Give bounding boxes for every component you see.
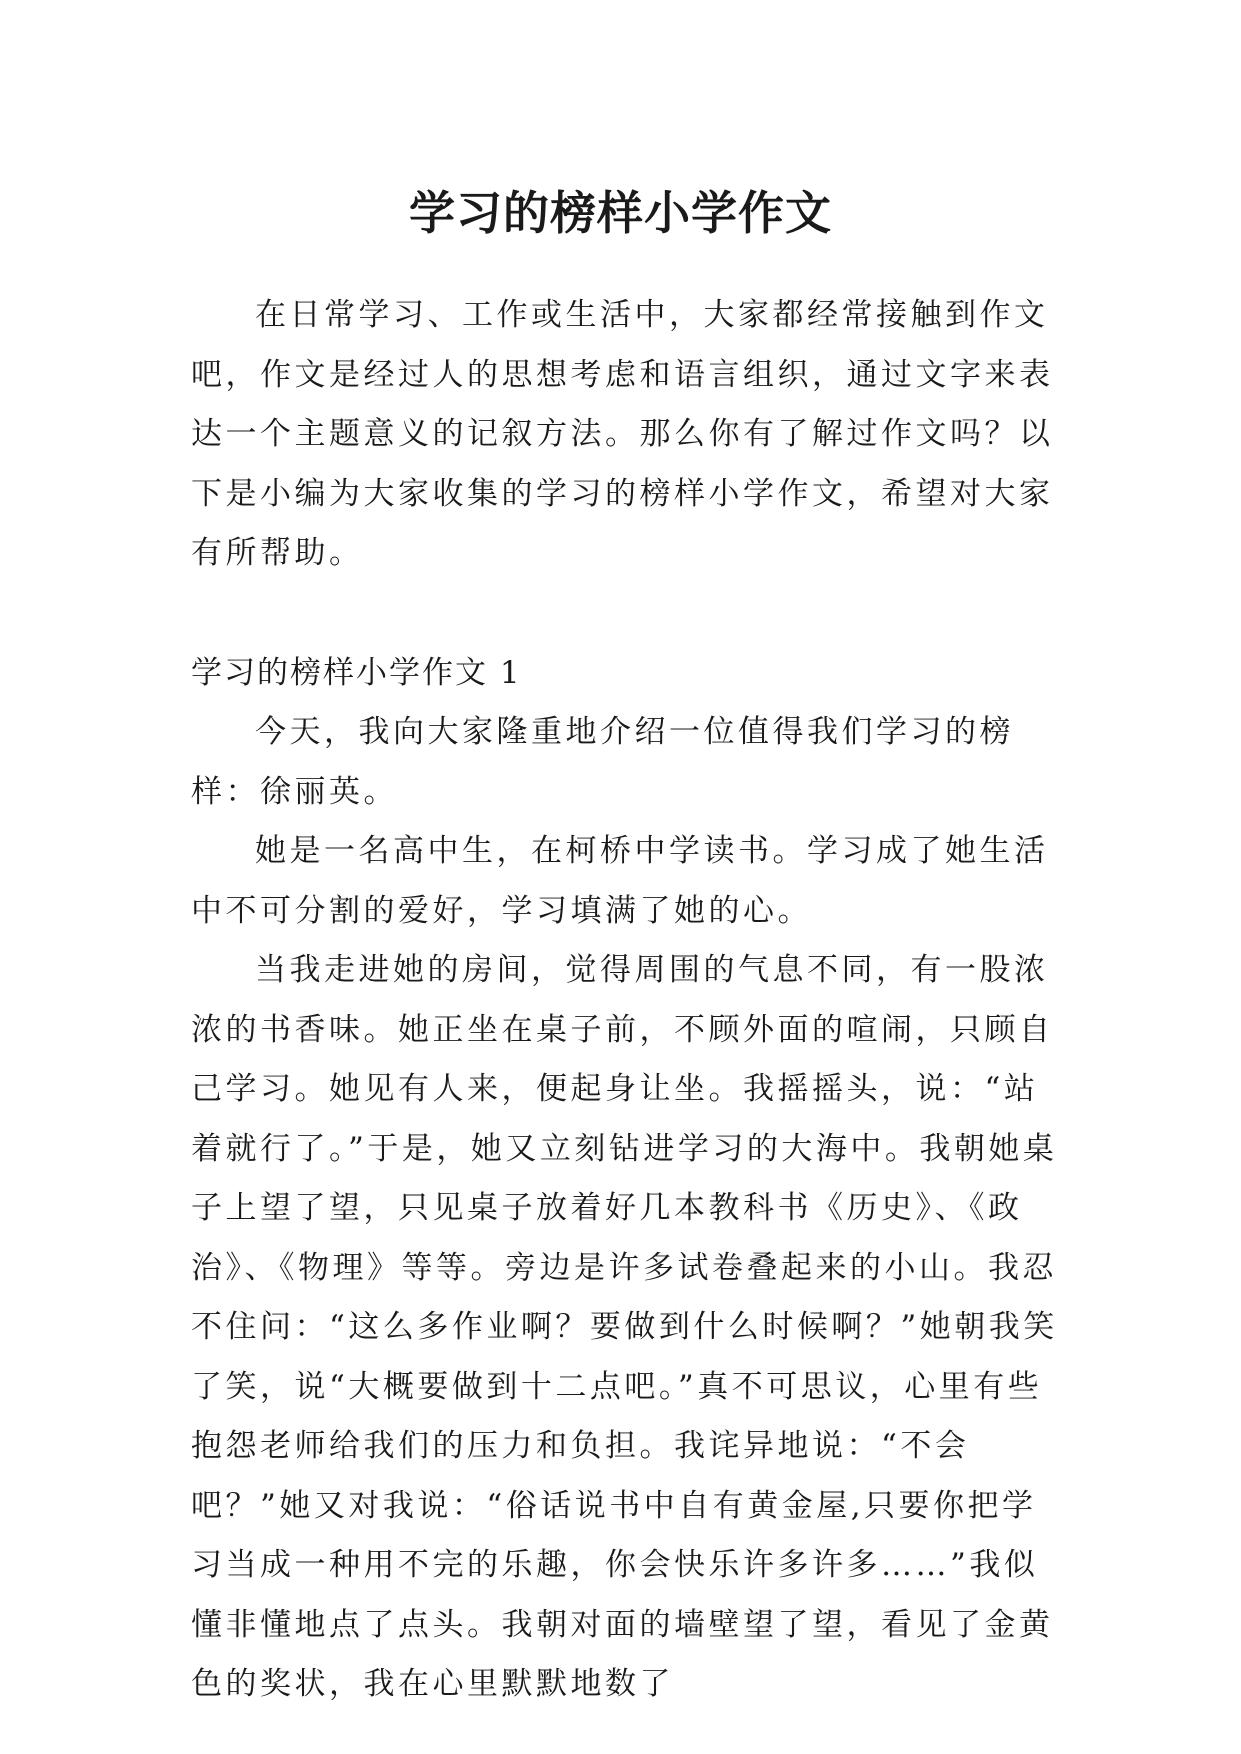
body-paragraph-3: 当我走进她的房间，觉得周围的气息不同，有一股浓浓的书香味。她正坐在桌子前，不顾外面的喧闹，只顾自己学习。她见有人来，便起身让坐。我摇摇头，说：“站着就行了。”于是，她又立刻钻进学习的大海中。我朝她桌子上望了望，只见桌子放着好几本教科书《历史》、《政治》、《物理》等等。旁边是许多试卷叠起来的小山。我忍不住问：“这么多作业啊？要做到什么时候啊？”她朝我笑了笑，说“大概要做到十二点吧。”真不可思议，心里有些抱怨老师给我们的压力和负担。我诧异地说：“不会吧？”她又对我说：“俗话说书中自有黄金屋,只要你把学习当成一种用不完的乐趣，你会快乐许多许多……”我似懂非懂地点了点头。我朝对面的墙壁望了望，看见了金黄色的奖状，我在心里默默地数了 [191,952,1058,1702]
section-heading: 学习的榜样小学作文 1 [191,654,522,691]
intro-paragraph: 在日常学习、工作或生活中，大家都经常接触到作文吧，作文是经过人的思想考虑和语言组织，通过文字来表达一个主题意义的记叙方法。那么你有了解过作文吗？以下是小编为大家收集的学习的榜样小学作文，希望对大家有所帮助。 [191,297,1054,571]
document-title: 学习的榜样小学作文 [409,185,832,240]
document-body [191,286,1059,1715]
body-paragraph-2: 她是一名高中生，在柯桥中学读书。学习成了她生活中不可分割的爱好，学习填满了她的心。 [191,833,1049,929]
body-paragraph-1: 今天，我向大家隆重地介绍一位值得我们学习的榜样：徐丽英。 [191,714,1014,810]
